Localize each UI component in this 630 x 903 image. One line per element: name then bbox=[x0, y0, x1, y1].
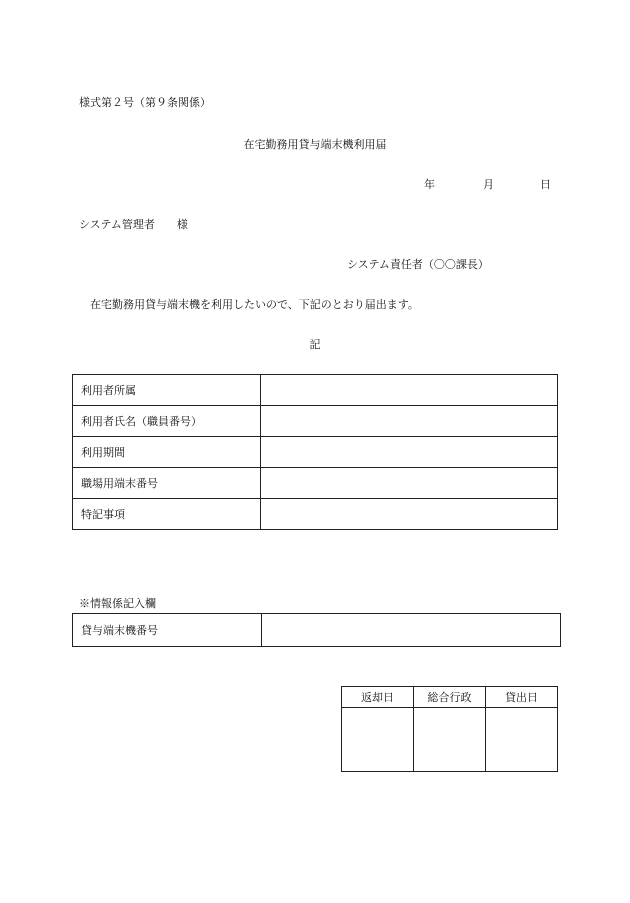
row-value-user-name[interactable] bbox=[261, 406, 558, 437]
date-month-label: 月 bbox=[483, 178, 494, 191]
table-row bbox=[73, 468, 558, 499]
row-label-office-terminal: 職場用端末番号 bbox=[73, 468, 261, 499]
date-day-label: 日 bbox=[540, 178, 551, 191]
row-label-period: 利用期間 bbox=[73, 437, 261, 468]
table-row bbox=[73, 499, 558, 530]
row-label-affiliation: 利用者所属 bbox=[73, 375, 261, 406]
addressee-name: システム管理者 bbox=[79, 218, 155, 231]
table-row bbox=[73, 375, 558, 406]
addressee bbox=[79, 219, 188, 230]
main-table bbox=[72, 374, 558, 530]
stamp-header-row bbox=[342, 687, 558, 708]
row-label-loan-terminal: 貸与端末機番号 bbox=[73, 614, 262, 647]
row-value-affiliation[interactable] bbox=[261, 375, 558, 406]
applicant: システム責任者（〇〇課長） bbox=[347, 258, 489, 271]
row-value-office-terminal[interactable] bbox=[261, 468, 558, 499]
row-label-notes: 特記事項 bbox=[73, 499, 261, 530]
stamp-header-return-date: 返却日 bbox=[342, 687, 414, 708]
stamp-header-general-admin: 総合行政 bbox=[414, 687, 486, 708]
form-number: 様式第２号（第９条関係） bbox=[79, 96, 211, 109]
stamp-box-general-admin[interactable] bbox=[414, 708, 486, 772]
stamp-box-loan-date[interactable] bbox=[486, 708, 558, 772]
addressee-honorific: 様 bbox=[176, 218, 188, 231]
stamp-table bbox=[341, 686, 558, 772]
info-section-heading: ※情報係記入欄 bbox=[79, 597, 156, 610]
stamp-box-return-date[interactable] bbox=[342, 708, 414, 772]
stamp-header-loan-date: 貸出日 bbox=[486, 687, 558, 708]
body-text: 在宅勤務用貸与端末機を利用したいので、下記のとおり届出ます。 bbox=[90, 298, 419, 311]
row-value-period[interactable] bbox=[261, 437, 558, 468]
row-label-user-name: 利用者氏名（職員番号） bbox=[73, 406, 261, 437]
row-value-notes[interactable] bbox=[261, 499, 558, 530]
info-table bbox=[72, 613, 561, 647]
ki-heading: 記 bbox=[309, 338, 321, 351]
table-row bbox=[73, 614, 561, 647]
table-row bbox=[73, 437, 558, 468]
document-title: 在宅勤務用貸与端末機利用届 bbox=[243, 138, 387, 151]
date-year-label: 年 bbox=[424, 178, 435, 191]
table-row bbox=[73, 406, 558, 437]
stamp-box-row bbox=[342, 708, 558, 772]
row-value-loan-terminal[interactable] bbox=[262, 614, 561, 647]
